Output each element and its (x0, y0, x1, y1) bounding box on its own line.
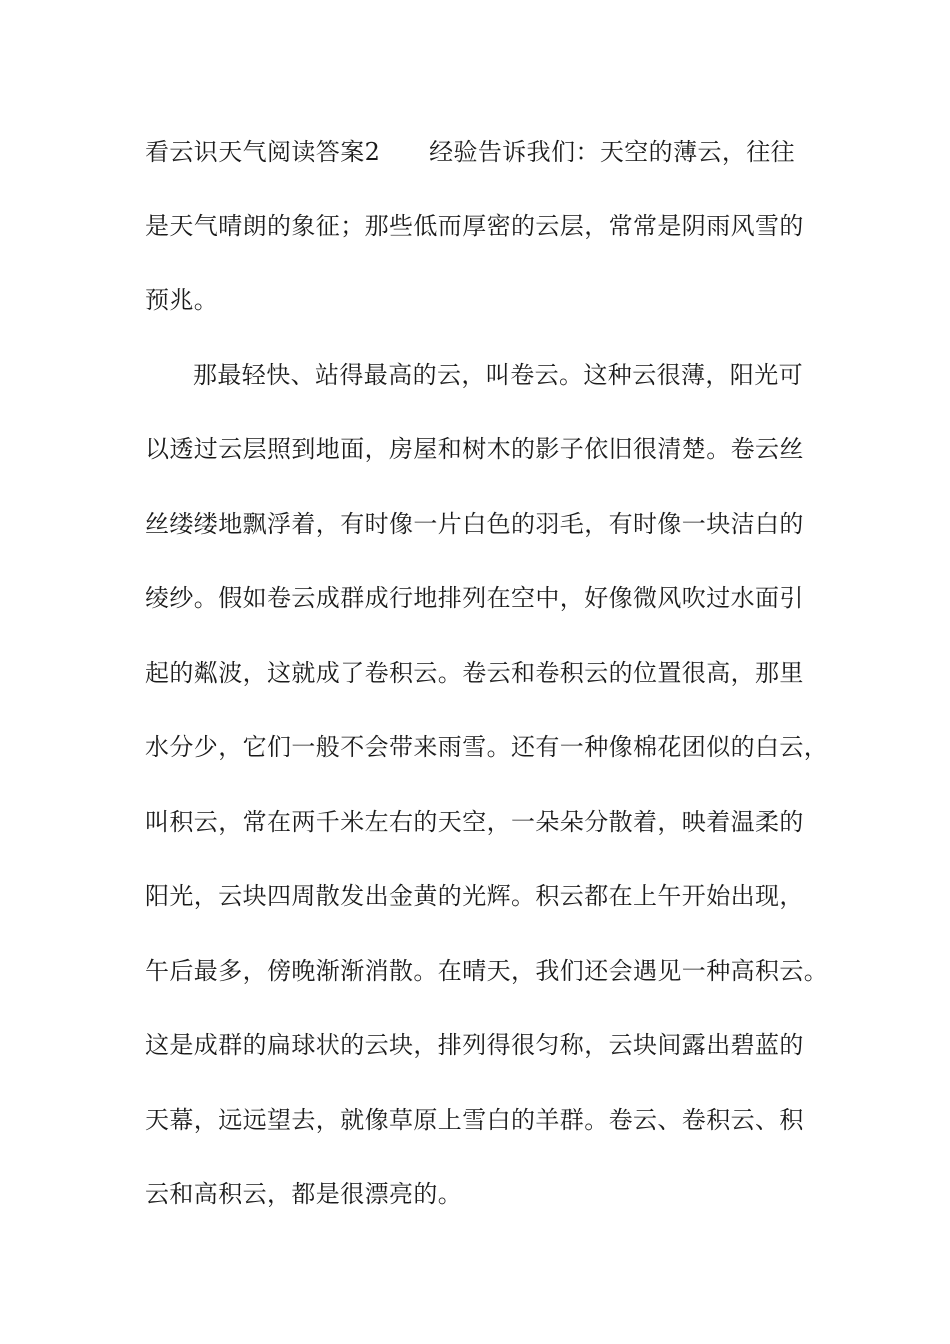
text-line-15: 云和高积云，都是很漂亮的。 (145, 1180, 463, 1208)
text-line-4: 那最轻快、站得最高的云，叫卷云。这种云很薄，阳光可 (193, 361, 803, 389)
text-line-14: 天幕，远远望去，就像草原上雪白的羊群。卷云、卷积云、积 (145, 1106, 804, 1134)
text-line-2: 是天气晴朗的象征；那些低而厚密的云层，常常是阴雨风雪的 (145, 212, 804, 240)
text-line-3: 预兆。 (145, 286, 219, 314)
text-line-8: 起的粼波，这就成了卷积云。卷云和卷积云的位置很高，那里 (145, 659, 804, 687)
text-line-13: 这是成群的扁球状的云块，排列得很匀称，云块间露出碧蓝的 (145, 1031, 804, 1059)
text-line-1: 看云识天气阅读答案2 经验告诉我们：天空的薄云，往往 (145, 138, 796, 166)
text-line-10: 叫积云，常在两千米左右的天空，一朵朵分散着，映着温柔的 (145, 808, 804, 836)
text-line-11: 阳光，云块四周散发出金黄的光辉。积云都在上午开始出现， (145, 882, 804, 910)
text-line-9: 水分少，它们一般不会带来雨雪。还有一种像棉花团似的白云， (145, 733, 829, 761)
text-line-5: 以透过云层照到地面，房屋和树木的影子依旧很清楚。卷云丝 (145, 435, 804, 463)
text-line-12: 午后最多，傍晚渐渐消散。在晴天，我们还会遇见一种高积云。 (145, 957, 829, 985)
text-line-7: 绫纱。假如卷云成群成行地排列在空中，好像微风吹过水面引 (145, 584, 804, 612)
text-line-6: 丝缕缕地飘浮着，有时像一片白色的羽毛，有时像一块洁白的 (145, 510, 804, 538)
